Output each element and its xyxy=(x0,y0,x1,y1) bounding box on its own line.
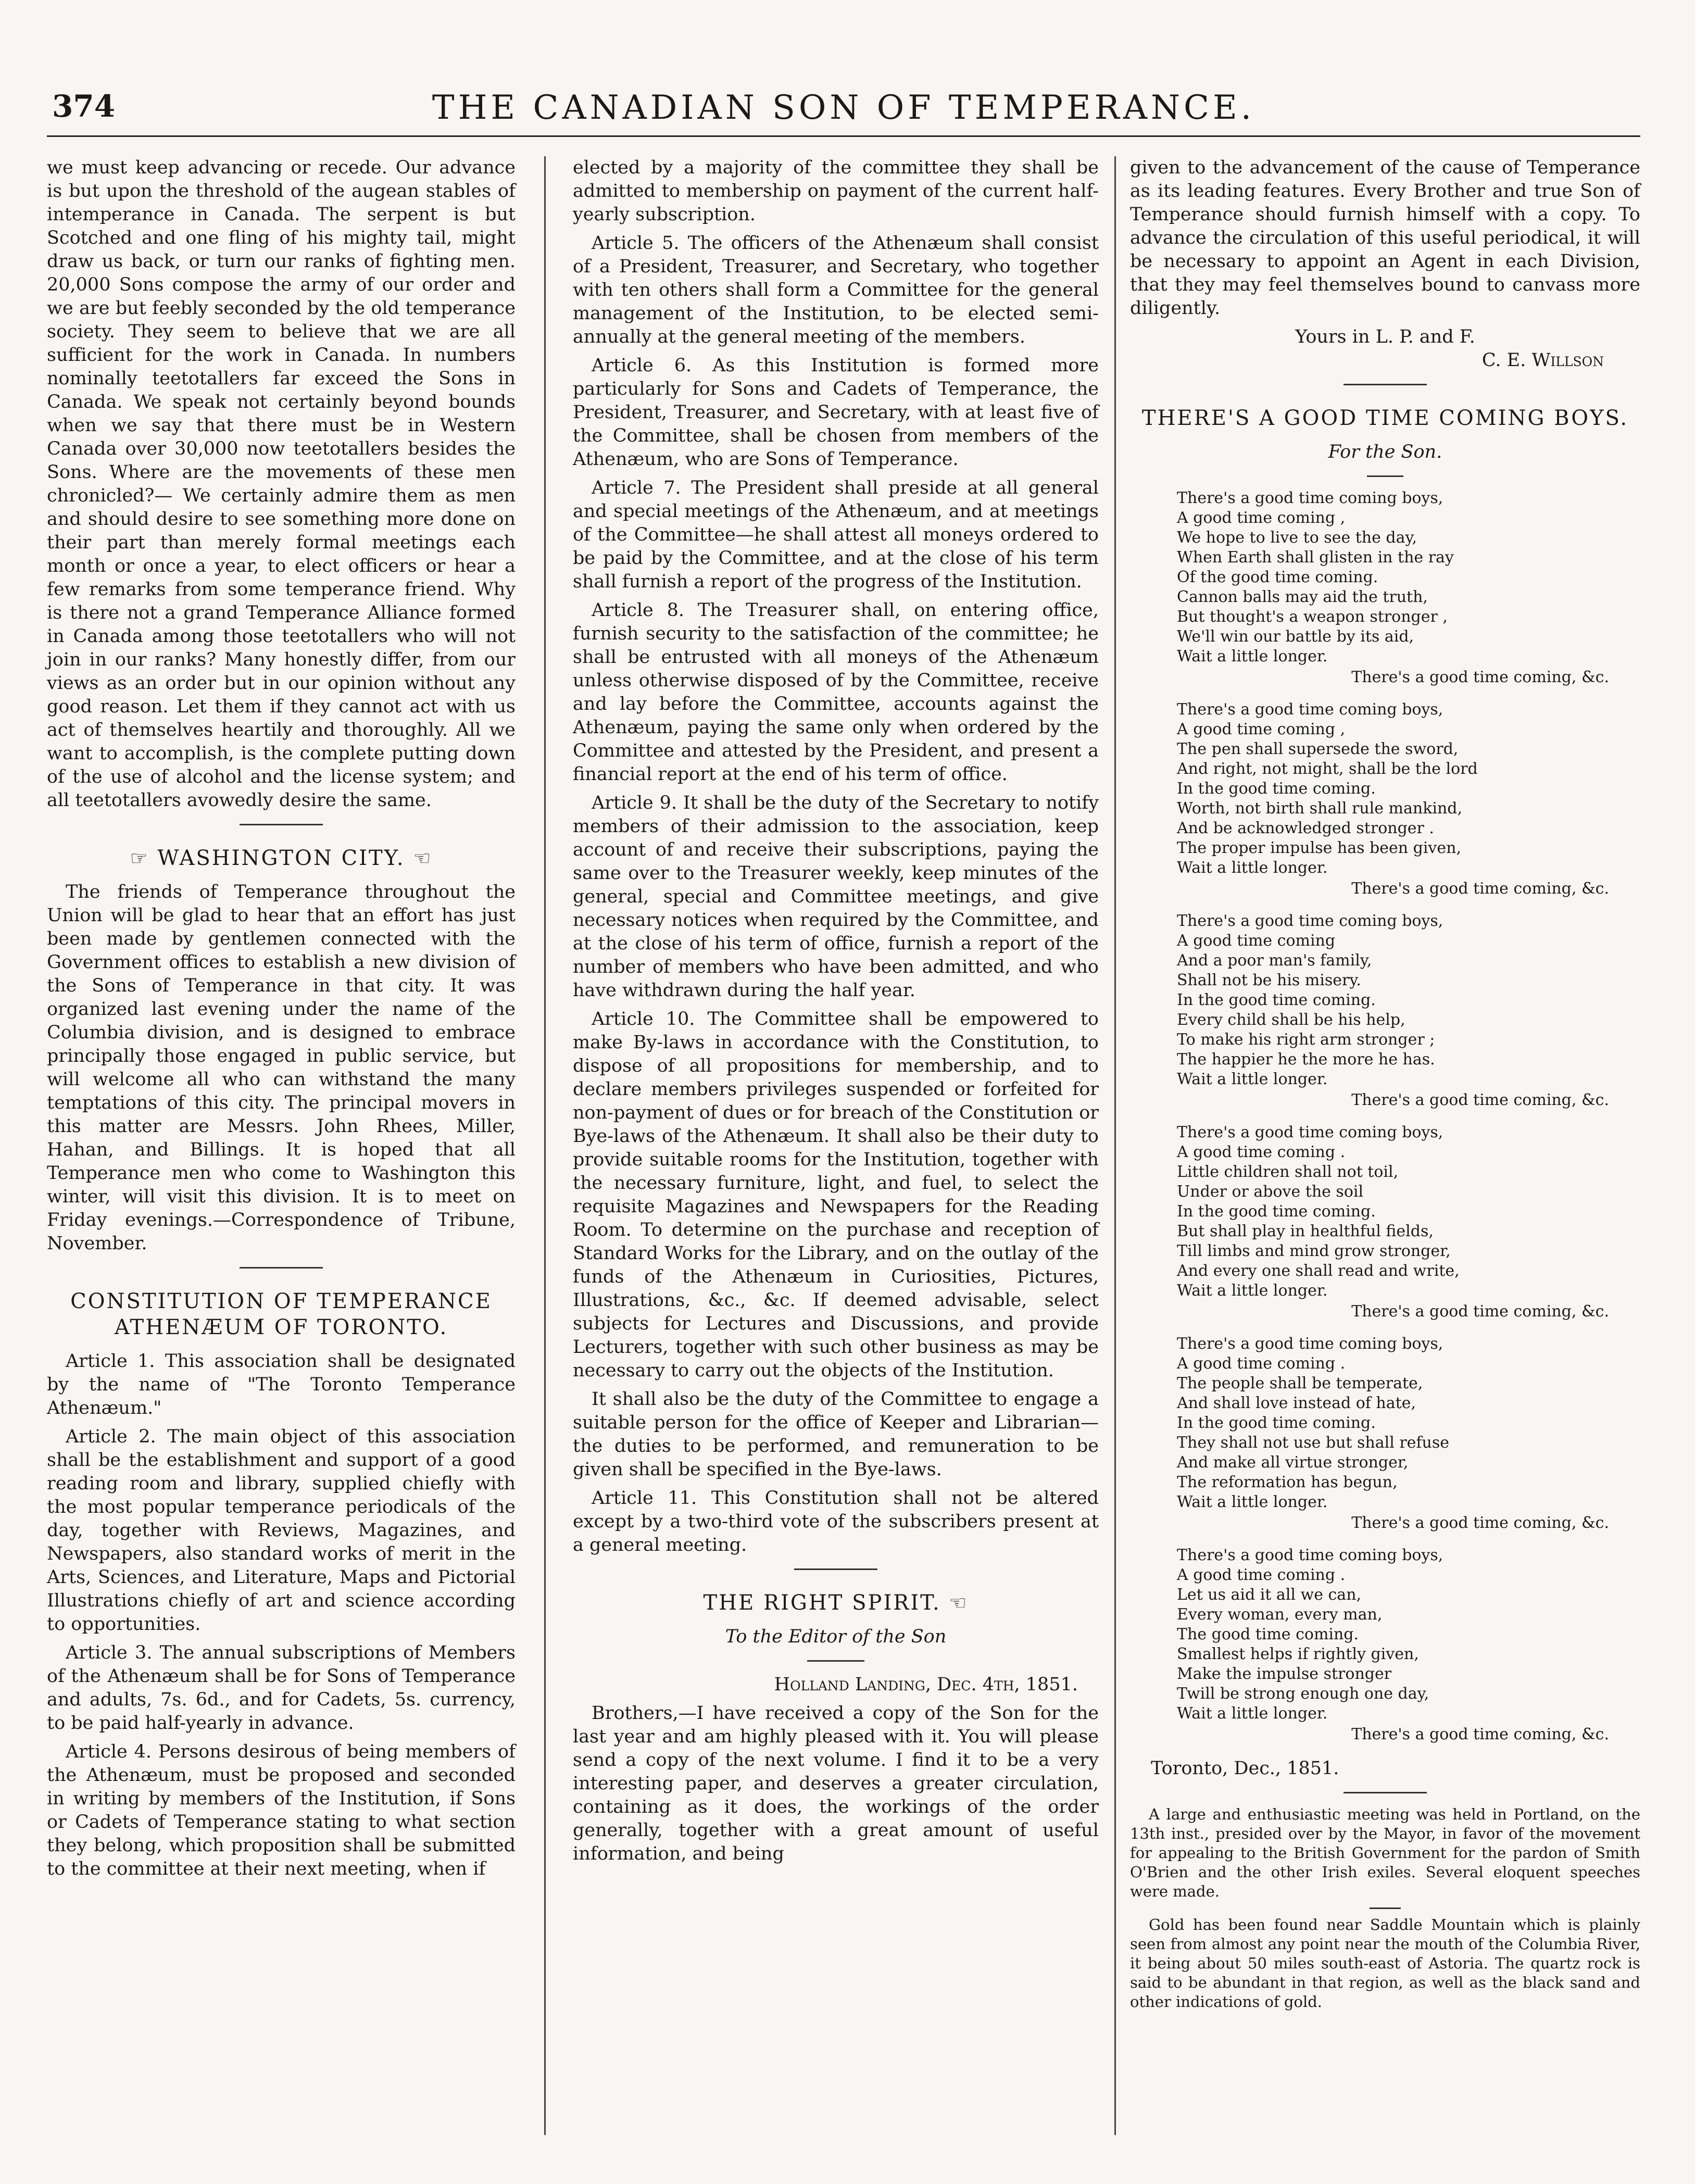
poem-line: And every one shall read and write, xyxy=(1177,1262,1460,1280)
poem-refrain: There's a good time coming, &c. xyxy=(1351,880,1609,898)
page-number: 374 xyxy=(52,89,116,124)
column-1 xyxy=(47,156,516,1886)
poem-line: A good time coming xyxy=(1177,932,1336,950)
poem-line: In the good time coming. xyxy=(1177,991,1376,1009)
poem-refrain: There's a good time coming, &c. xyxy=(1351,668,1609,686)
letter-continued: given to the advancement of the cause of Temperance as its leading features. Every Brother and true Son of Temperance should furnish himself with a copy. To advance the circulation of this useful periodical, it will be necessary to appoint an Agent in each Division, that they may feel themselves bound to canvass more diligently. xyxy=(1130,157,1640,319)
poem-line: They shall not use but shall refuse xyxy=(1177,1434,1449,1452)
pointing-hand-left-icon: ☜ xyxy=(949,1591,969,1614)
poem-dateline: Toronto, Dec., 1851. xyxy=(1151,1758,1339,1779)
poem-line: Wait a little longer. xyxy=(1177,1282,1328,1300)
poem-line: There's a good time coming boys, xyxy=(1177,1123,1443,1141)
poem-refrain: There's a good time coming, &c. xyxy=(1351,1514,1609,1532)
poem-line: Wait a little longer. xyxy=(1177,647,1328,666)
poem-line: Let us aid it all we can, xyxy=(1177,1586,1362,1604)
article-5: Article 5. The officers of the Athenæum shall consist of a President, Treasurer, and Secretary, who together with ten others shall form a Committee for the general management of the Institution, to be elected semi-annually at the general meeting of the members. xyxy=(573,233,1099,347)
poem-line: Of the good time coming. xyxy=(1177,568,1378,586)
poem-line: And shall love instead of hate, xyxy=(1177,1394,1416,1412)
poem-line: Worth, not birth shall rule mankind, xyxy=(1177,799,1463,818)
poem-line: The proper impulse has been given, xyxy=(1177,839,1461,857)
poem-stanza xyxy=(1177,1546,1640,1724)
article-8: Article 8. The Treasurer shall, on entering office, furnish security to the satisfaction of the committee; he shall be entrusted with all moneys of the Athenæum unless otherwise disposed of by the Committee, receive and lay before the Committee, accounts against the Athenæum, paying the same only when ordered by the Committee and attested by the President, and present a financial report at the end of his term of office. xyxy=(573,600,1099,785)
article-1: Article 1. This association shall be designated by the name of "The Toronto Temperance Athenæum." xyxy=(47,1351,516,1419)
article-4-continued: elected by a majority of the committee they shall be admitted to membership on payment of the current half-yearly subscription. xyxy=(573,157,1099,225)
poem-line: The reformation has begun, xyxy=(1177,1473,1398,1491)
article-9: Article 9. It shall be the duty of the Secretary to notify members of their admission to the association, keep account of and receive their subscriptions, paying the same over to the Treasurer weekly, keep minutes of the general, special and Committee meetings, and give necessary notices when required by the Committee, and at the close of his term of office, furnish a report of the number of members who have been admitted, and who have withdrawn during the half year. xyxy=(573,793,1099,1001)
gold-item: Gold has been found near Saddle Mountain which is plainly seen from almost any point near the mouth of the Columbia River, it being about 50 miles south-east of Astoria. The quartz rock is said to be abundant in that region, as well as the black sand and other indications of gold. xyxy=(1130,1916,1640,2011)
letter-body: Brothers,—I have received a copy of the Son for the last year and am highly pleased with it. You will please send a copy of the next volume. I find it to be a very interesting paper, and deserves a greater circulation, containing as it does, the workings of the order generally, together with a great amount of useful information, and being xyxy=(573,1703,1099,1864)
pointing-hand-left-icon: ☜ xyxy=(413,847,433,870)
poem-line: Wait a little longer. xyxy=(1177,859,1328,877)
poem-line: Shall not be his misery. xyxy=(1177,971,1361,989)
poem-line: Little children shall not toil, xyxy=(1177,1163,1399,1181)
poem-line: A good time coming . xyxy=(1177,1566,1346,1584)
poem-line: And a poor man's family, xyxy=(1177,951,1372,970)
washington-body: The friends of Temperance throughout the Union will be glad to hear that an effort has just been made by gentlemen connected with the Government offices to establish a new division of the Sons of Temperance in that city. It was organized last evening under the name of the Columbia division, and is designed to embrace principally those engaged in public service, but will welcome all who can withstand the many temptations of this city. The principal movers in this matter are Messrs. John Rhees, Miller, Hahan, and Billings. It is hoped that all Temperance men who come to Washington this winter, will visit this division. It is to meet on Friday evenings.—Correspondence of Tribune, November. xyxy=(47,882,516,1254)
poem-line: There's a good time coming boys, xyxy=(1177,489,1443,507)
section-divider xyxy=(1344,384,1427,385)
poem-line: The pen shall supersede the sword, xyxy=(1177,740,1459,758)
editorial-paragraph: we must keep advancing or recede. Our advance is but upon the threshold of the augean stables of intemperance in Canada. The serpent is but Scotched and one fling of his mighty tail, might draw us back, or turn our ranks of fighting men. 20,000 Sons compose the army of our order and we are but feebly seconded by the old temperance society. They seem to believe that we are all sufficient for the work in Canada. In numbers nominally teetotallers far exceed the Sons in Canada. We speak not certainly beyond bounds when we say that there must be in Western Canada over 30,000 now teetotallers besides the Sons. Where are the movements of these men chronicled?— We certainly admire them as men and should desire to see something more done on their part than merely formal meetings each month or once a year, to elect officers or hear a few remarks from some temperance friend. Why is there not a grand Temperance Alliance formed in Canada among those teetotallers who will not join in our ranks? Many honestly differ, from our views as an order but in our opinion without any good reason. Let them if they cannot act with us act of themselves heartily and thoroughly. All we want to accomplish, is the complete putting down of the use of alcohol and the license system; and all teetotallers avowedly desire the same. xyxy=(47,157,516,811)
poem-line: The people shall be temperate, xyxy=(1177,1374,1423,1392)
poem-stanza xyxy=(1177,1123,1640,1301)
section-divider xyxy=(807,1660,864,1662)
letter-signature: C. E. Willson xyxy=(1481,350,1604,371)
poem-line: Every woman, every man, xyxy=(1177,1605,1383,1624)
header-rule xyxy=(47,135,1640,137)
poem-line: The good time coming. xyxy=(1177,1625,1359,1643)
poem-line: There's a good time coming boys, xyxy=(1177,700,1443,719)
section-divider xyxy=(1344,1792,1427,1793)
poem-line: There's a good time coming boys, xyxy=(1177,1546,1443,1564)
column-rule-2 xyxy=(1114,156,1116,2135)
poem-line: Wait a little longer. xyxy=(1177,1704,1328,1723)
constitution-heading: CONSTITUTION OF TEMPERANCE ATHENÆUM OF TORONTO. xyxy=(70,1289,492,1339)
poem-refrain: There's a good time coming, &c. xyxy=(1351,1725,1609,1743)
running-title: THE CANADIAN SON OF TEMPERANCE. xyxy=(432,89,1255,127)
poem-line: And make all virtue stronger, xyxy=(1177,1453,1409,1472)
poem-line: And be acknowledged stronger . xyxy=(1177,819,1434,837)
poem-line: There's a good time coming boys, xyxy=(1177,1335,1443,1353)
poem-line: A good time coming , xyxy=(1177,720,1346,738)
poem-line: Cannon balls may aid the truth, xyxy=(1177,588,1428,606)
poem-stanza xyxy=(1177,488,1640,667)
poem-line: A good time coming . xyxy=(1177,1143,1346,1161)
poem-subtitle: For the Son. xyxy=(1328,442,1442,462)
poem-stanza xyxy=(1177,700,1640,878)
column-rule-1 xyxy=(544,156,546,2135)
poem-line: In the good time coming. xyxy=(1177,1414,1376,1432)
poem-refrain: There's a good time coming, &c. xyxy=(1351,1302,1609,1321)
section-divider xyxy=(1367,475,1403,477)
poem-line: In the good time coming. xyxy=(1177,780,1376,798)
poem-line: In the good time coming. xyxy=(1177,1202,1376,1221)
poem-refrain: There's a good time coming, &c. xyxy=(1351,1091,1609,1109)
poem-line: Wait a little longer. xyxy=(1177,1493,1328,1511)
right-spirit-heading xyxy=(573,1590,1099,1616)
poem-stanza xyxy=(1177,911,1640,1089)
washington-heading-text: WASHINGTON CITY. xyxy=(157,846,405,870)
letter-closing: Yours in L. P. and F. xyxy=(1295,327,1475,347)
poem-line: To make his right arm stronger ; xyxy=(1177,1031,1435,1049)
poem-line: Every child shall be his help, xyxy=(1177,1011,1405,1029)
poem-line: Make the impulse stronger xyxy=(1177,1665,1392,1683)
poem-line: A good time coming . xyxy=(1177,1354,1346,1373)
poem-line: Till limbs and mind grow stronger, xyxy=(1177,1242,1451,1260)
keeper-paragraph: It shall also be the duty of the Committee to engage a suitable person for the office of Keeper and Librarian—the duties to be performed, and remuneration to be given shall be specified in the Bye-laws. xyxy=(573,1389,1099,1480)
poem-line: We hope to live to see the day, xyxy=(1177,529,1417,547)
poem-line: There's a good time coming boys, xyxy=(1177,912,1443,930)
washington-heading xyxy=(47,845,516,871)
poem-line: We'll win our battle by its aid, xyxy=(1177,627,1414,646)
article-2: Article 2. The main object of this association shall be the establishment and support of a good reading room and library, supplied chiefly with the most popular temperance periodicals of the day, together with Reviews, Magazines, and Newspapers, also standard works of merit in the Arts, Sciences, and Literature, Maps and Pictorial Illustrations chiefly of art and science according to opportunities. xyxy=(47,1426,516,1635)
poem-line: And right, not might, shall be the lord xyxy=(1177,760,1478,778)
column-2 xyxy=(573,156,1099,1871)
pointing-hand-right-icon: ☞ xyxy=(130,847,149,870)
article-6: Article 6. As this Institution is formed more particularly for Sons and Cadets of Temperance, the President, Treasurer, and Secretary, with at least five of the Committee, shall be chosen from members of the Athenæum, who are Sons of Temperance. xyxy=(573,355,1099,470)
section-divider xyxy=(1370,1907,1401,1909)
poem-line: A good time coming , xyxy=(1177,509,1346,527)
poem-line: Under or above the soil xyxy=(1177,1183,1364,1201)
poem-line: But shall play in healthful fields, xyxy=(1177,1222,1434,1240)
letter-salutation: To the Editor of the Son xyxy=(725,1626,947,1647)
poem-stanza xyxy=(1177,1334,1640,1512)
poem-title: THERE'S A GOOD TIME COMING BOYS. xyxy=(1141,406,1629,430)
poem-line: But thought's a weapon stronger , xyxy=(1177,608,1448,626)
poem-line: Smallest helps if rightly given, xyxy=(1177,1645,1419,1663)
portland-item: A large and enthusiastic meeting was held in Portland, on the 13th inst., presided over by the Mayor, in favor of the movement for appealing to the British Government for the pardon of Smith O'Brien and the other Irish exiles. Several eloquent speeches were made. xyxy=(1130,1805,1640,1900)
column-3 xyxy=(1130,156,1640,2017)
right-spirit-heading-text: THE RIGHT SPIRIT. xyxy=(703,1591,941,1615)
article-3: Article 3. The annual subscriptions of Members of the Athenæum shall be for Sons of Temperance and adults, 7s. 6d., and for Cadets, 5s. currency, to be paid half-yearly in advance. xyxy=(47,1642,516,1734)
section-divider xyxy=(240,824,323,825)
section-divider xyxy=(240,1267,323,1269)
newspaper-page xyxy=(47,78,1640,2151)
article-11: Article 11. This Constitution shall not be altered except by a two-third vote of the subscribers present at a general meeting. xyxy=(573,1488,1099,1555)
poem-line: The happier he the more he has. xyxy=(1177,1050,1435,1069)
section-divider xyxy=(794,1568,877,1570)
poem-line: When Earth shall glisten in the ray xyxy=(1177,548,1454,567)
poem-line: Twill be strong enough one day, xyxy=(1177,1685,1429,1703)
letter-dateline: Holland Landing, Dec. 4th, 1851. xyxy=(774,1674,1078,1695)
poem-line: Wait a little longer. xyxy=(1177,1070,1328,1088)
article-7: Article 7. The President shall preside at all general and special meetings of the Athenæum, and at meetings of the Committee—he shall attest all moneys ordered to be paid by the Committee, and at the close of his term shall furnish a report of the progress of the Institution. xyxy=(573,478,1099,592)
article-10: Article 10. The Committee shall be empowered to make By-laws in accordance with the Constitution, to dispose of all propositions for membership, and to declare members privileges suspended or forfeited for non-payment of dues or for breach of the Constitution or Bye-laws of the Athenæum. It shall also be their duty to provide suitable rooms for the Institution, together with the necessary furniture, light, and fuel, to select the requisite Magazines and Newspapers for the Reading Room. To determine on the purchase and reception of Standard Works for the Library, and on the outlay of the funds of the Athenæum in Curiosities, Pictures, Illustrations, &c., &c. If deemed advisable, select subjects for Lectures and Discussions, and provide Lecturers, together with such other business as may be necessary to carry out the objects of the Institution. xyxy=(573,1009,1099,1381)
article-4: Article 4. Persons desirous of being members of the Athenæum, must be proposed and seconded in writing by members of the Institution, if Sons or Cadets of Temperance stating to what section they belong, which proposition shall be submitted to the committee at their next meeting, when if xyxy=(47,1741,516,1879)
